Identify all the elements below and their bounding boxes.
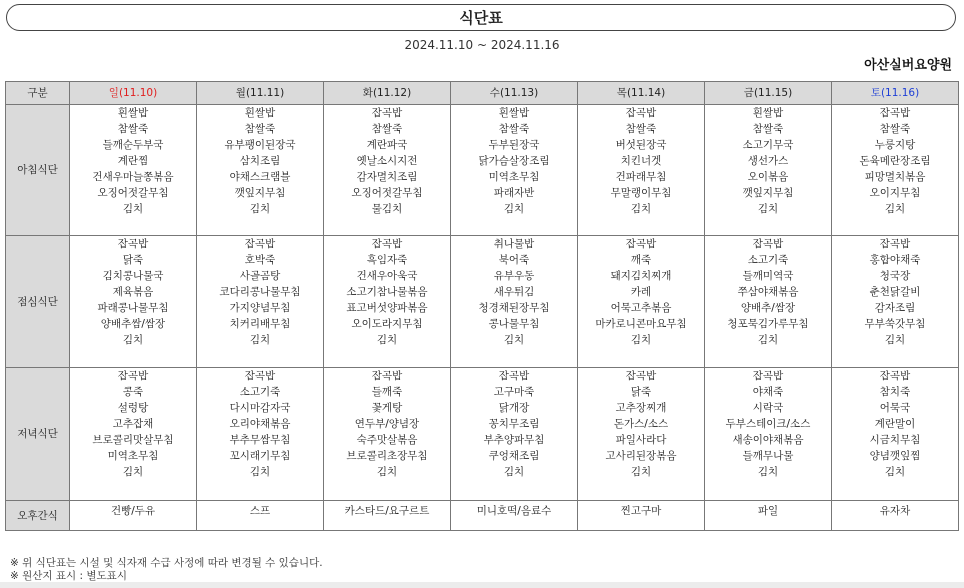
page-title: 식단표 — [459, 9, 503, 27]
menu-item: 꽁치무조림 — [488, 418, 540, 430]
menu-item: 잡곡밥 — [625, 238, 657, 250]
menu-item: 옛날소시지전 — [356, 155, 418, 167]
menu-item: 잡곡밥 — [371, 107, 403, 119]
menu-item: 김치 — [122, 203, 144, 215]
menu-item: 고추장찌개 — [615, 402, 667, 414]
meal-label: 아침식단 — [6, 105, 70, 236]
menu-item: 쿠엉채조림 — [488, 450, 540, 462]
menu-item: 호박죽 — [244, 254, 276, 266]
menu-item: 김치 — [122, 334, 144, 346]
menu-item: 김치콩나물국 — [102, 270, 164, 282]
menu-item: 물김치 — [371, 203, 403, 215]
menu-item: 김치 — [630, 334, 652, 346]
menu-item: 참쌀죽 — [879, 123, 911, 135]
organization-name: 아산실버요양원 — [864, 58, 952, 73]
menu-item: 감자멸치조림 — [356, 171, 418, 183]
menu-item: 참쌀죽 — [371, 123, 403, 135]
menu-item: 시금치무침 — [869, 434, 921, 446]
meal-cell-saturday — [832, 236, 959, 368]
meal-cell-monday — [197, 236, 324, 368]
meal-cell-thursday — [578, 105, 705, 236]
menu-item: 김치 — [376, 334, 398, 346]
snack-row — [6, 501, 959, 531]
menu-item: 무말랭이무침 — [610, 187, 672, 199]
menu-item: 흑임자죽 — [366, 254, 408, 266]
menu-item: 들깨미역국 — [742, 270, 794, 282]
meal-cell-tuesday — [324, 368, 451, 501]
menu-item: 콩죽 — [122, 386, 144, 398]
menu-item: 잡곡밥 — [117, 238, 149, 250]
horizontal-scrollbar[interactable] — [0, 582, 964, 588]
menu-item: 부추무쌈무침 — [229, 434, 291, 446]
menu-item: 청국장 — [879, 270, 911, 282]
meal-cell-sunday — [70, 236, 197, 368]
menu-item: 잡곡밥 — [752, 370, 784, 382]
menu-item: 피망멸치볶음 — [864, 171, 926, 183]
menu-item: 김치 — [630, 466, 652, 478]
menu-item: 누룽지탕 — [874, 139, 916, 151]
menu-item: 두부스테이크/소스 — [725, 418, 811, 430]
menu-item: 참쌀죽 — [752, 123, 784, 135]
menu-item: 김치 — [630, 203, 652, 215]
menu-item: 파래콩나물무침 — [97, 302, 169, 314]
menu-item: 김치 — [503, 203, 525, 215]
menu-item: 오이지무침 — [869, 187, 921, 199]
menu-item: 취나물밥 — [493, 238, 535, 250]
menu-item: 닭죽 — [630, 386, 652, 398]
menu-item: 유부우동 — [493, 270, 535, 282]
meal-cell-thursday — [578, 236, 705, 368]
menu-item: 김치 — [503, 334, 525, 346]
menu-item: 파일 — [757, 505, 779, 517]
menu-item: 김치 — [122, 466, 144, 478]
menu-item: 파래자반 — [493, 187, 535, 199]
menu-item: 시락국 — [752, 402, 784, 414]
day-header-saturday: 토(11.16) — [832, 82, 959, 105]
meal-cell-monday — [197, 368, 324, 501]
menu-item: 건새우마늘쫑볶음 — [92, 171, 174, 183]
menu-item: 참쌀죽 — [117, 123, 149, 135]
meal-cell-tuesday — [324, 105, 451, 236]
meal-cell-tuesday — [324, 236, 451, 368]
menu-item: 건빵/두유 — [110, 505, 156, 517]
header-row — [6, 82, 959, 105]
footnote: ※ 원산지 표시 : 별도표시 — [10, 570, 127, 582]
menu-item: 오징어젓갈무침 — [97, 187, 169, 199]
menu-item: 김치 — [376, 466, 398, 478]
menu-item: 오이볶음 — [747, 171, 789, 183]
menu-item: 돈육메란장조림 — [859, 155, 931, 167]
menu-item: 김치 — [249, 203, 271, 215]
menu-item: 카스타드/요구르트 — [344, 505, 430, 517]
menu-item: 치킨너겟 — [620, 155, 662, 167]
menu-item: 치커리배무침 — [229, 318, 291, 330]
menu-item: 양념깻잎찜 — [869, 450, 921, 462]
day-header-tuesday: 화(11.12) — [324, 82, 451, 105]
day-header-sunday: 일(11.10) — [70, 82, 197, 105]
menu-item: 카레 — [630, 286, 652, 298]
meal-label: 점심식단 — [6, 236, 70, 368]
menu-item: 찐고구마 — [620, 505, 662, 517]
menu-item: 부추양파무침 — [483, 434, 545, 446]
menu-item: 야채스크램블 — [229, 171, 291, 183]
meal-label: 저녁식단 — [6, 368, 70, 501]
meal-cell-saturday — [832, 368, 959, 501]
menu-item: 브로콜리초장무침 — [346, 450, 428, 462]
menu-item: 새송이야채볶음 — [732, 434, 804, 446]
page-title-box — [6, 4, 956, 31]
menu-item: 어묵고추볶음 — [610, 302, 672, 314]
menu-item: 돈가스/소스 — [613, 418, 669, 430]
menu-item: 버섯된장국 — [615, 139, 667, 151]
menu-item: 소고기무국 — [742, 139, 794, 151]
menu-item: 김치 — [249, 466, 271, 478]
menu-item: 흰쌀밥 — [752, 107, 784, 119]
menu-item: 깻잎지무침 — [234, 187, 286, 199]
menu-item: 홍합야채죽 — [869, 254, 921, 266]
menu-item: 계란말이 — [874, 418, 916, 430]
menu-item: 가지양념무침 — [229, 302, 291, 314]
menu-item: 깻잎지무침 — [742, 187, 794, 199]
menu-item: 건파래무침 — [615, 171, 667, 183]
menu-item: 유부팽이된장국 — [224, 139, 296, 151]
menu-item: 콩나물무침 — [488, 318, 540, 330]
menu-item: 잡곡밥 — [879, 107, 911, 119]
menu-item: 잡곡밥 — [879, 370, 911, 382]
menu-item: 깨죽 — [630, 254, 652, 266]
day-header-friday: 금(11.15) — [705, 82, 832, 105]
menu-item: 미역초무침 — [107, 450, 159, 462]
menu-item: 춘천닭갈비 — [869, 286, 921, 298]
menu-item: 계란찜 — [117, 155, 149, 167]
meal-cell-sunday — [70, 105, 197, 236]
menu-item: 두부된장국 — [488, 139, 540, 151]
menu-item: 코다리콩나물무침 — [219, 286, 301, 298]
menu-item: 계란파국 — [366, 139, 408, 151]
menu-item: 김치 — [249, 334, 271, 346]
menu-item: 사골곰탕 — [239, 270, 281, 282]
meal-cell-friday — [705, 501, 832, 531]
menu-item: 김치 — [884, 203, 906, 215]
menu-item: 숙주맛살볶음 — [356, 434, 418, 446]
menu-item: 들깨무나물 — [742, 450, 794, 462]
menu-item: 꼬시래기무침 — [229, 450, 291, 462]
meal-cell-friday — [705, 105, 832, 236]
menu-item: 잡곡밥 — [879, 238, 911, 250]
meal-table — [5, 81, 959, 531]
menu-item: 흰쌀밥 — [117, 107, 149, 119]
dinner-row — [6, 368, 959, 501]
menu-item: 고추잡채 — [112, 418, 154, 430]
menu-item: 김치 — [503, 466, 525, 478]
meal-cell-sunday — [70, 501, 197, 531]
menu-item: 오징어젓갈무침 — [351, 187, 423, 199]
meal-cell-tuesday — [324, 501, 451, 531]
menu-item: 연두부/양념장 — [354, 418, 420, 430]
menu-item: 김치 — [757, 203, 779, 215]
lunch-row — [6, 236, 959, 368]
date-range: 2024.11.10 ~ 2024.11.16 — [404, 38, 560, 52]
menu-item: 잡곡밥 — [244, 370, 276, 382]
menu-item: 닭가슴살장조림 — [478, 155, 550, 167]
menu-item: 들깨순두부국 — [102, 139, 164, 151]
menu-item: 청경채된장무침 — [478, 302, 550, 314]
menu-item: 고구마죽 — [493, 386, 535, 398]
breakfast-row — [6, 105, 959, 236]
menu-item: 삼치조림 — [239, 155, 281, 167]
meal-cell-saturday — [832, 501, 959, 531]
day-header-wednesday: 수(11.13) — [451, 82, 578, 105]
menu-item: 잡곡밥 — [625, 370, 657, 382]
meal-cell-monday — [197, 105, 324, 236]
menu-item: 닭개장 — [498, 402, 530, 414]
day-header-monday: 월(11.11) — [197, 82, 324, 105]
meal-cell-sunday — [70, 368, 197, 501]
menu-item: 새우튀김 — [493, 286, 535, 298]
menu-item: 다시마감자국 — [229, 402, 291, 414]
menu-item: 닭죽 — [122, 254, 144, 266]
menu-item: 잡곡밥 — [117, 370, 149, 382]
menu-item: 소고기참나물볶음 — [346, 286, 428, 298]
menu-item: 감자조림 — [874, 302, 916, 314]
menu-item: 흰쌀밥 — [244, 107, 276, 119]
menu-item: 참쌀죽 — [625, 123, 657, 135]
menu-item: 꽃게탕 — [371, 402, 403, 414]
menu-item: 오이도라지무침 — [351, 318, 423, 330]
menu-item: 참쌀죽 — [498, 123, 530, 135]
menu-item: 어묵국 — [879, 402, 911, 414]
menu-item: 잡곡밥 — [625, 107, 657, 119]
menu-item: 건새우아욱국 — [356, 270, 418, 282]
menu-item: 무부쑥갓무침 — [864, 318, 926, 330]
menu-item: 유자차 — [879, 505, 911, 517]
menu-item: 오리야채볶음 — [229, 418, 291, 430]
meal-cell-monday — [197, 501, 324, 531]
menu-item: 파일사라다 — [615, 434, 667, 446]
menu-item: 브로콜리맛살무침 — [92, 434, 174, 446]
menu-item: 잡곡밥 — [371, 238, 403, 250]
meal-cell-wednesday — [451, 236, 578, 368]
menu-item: 김치 — [757, 466, 779, 478]
menu-item: 마카로니콘마요무침 — [595, 318, 687, 330]
meal-cell-saturday — [832, 105, 959, 236]
menu-item: 김치 — [884, 466, 906, 478]
menu-item: 쭈삼야채볶음 — [737, 286, 799, 298]
menu-item: 양배추쌈/쌈장 — [100, 318, 166, 330]
meal-cell-thursday — [578, 368, 705, 501]
menu-item: 설렁탕 — [117, 402, 149, 414]
menu-item: 미니호떡/음료수 — [476, 505, 552, 517]
menu-item: 잡곡밥 — [371, 370, 403, 382]
meal-cell-thursday — [578, 501, 705, 531]
day-header-thursday: 목(11.14) — [578, 82, 705, 105]
menu-item: 돼지김치찌개 — [610, 270, 672, 282]
meal-cell-wednesday — [451, 368, 578, 501]
menu-item: 소고기죽 — [239, 386, 281, 398]
meal-label: 오후간식 — [6, 501, 70, 531]
menu-item: 생선가스 — [747, 155, 789, 167]
menu-item: 표고버섯양파볶음 — [346, 302, 428, 314]
menu-item: 흰쌀밥 — [498, 107, 530, 119]
meal-cell-friday — [705, 236, 832, 368]
menu-item: 김치 — [757, 334, 779, 346]
footnote: ※ 위 식단표는 시설 및 식자재 수급 사정에 따라 변경될 수 있습니다. — [10, 557, 323, 569]
meal-cell-wednesday — [451, 105, 578, 236]
menu-item: 야채죽 — [752, 386, 784, 398]
meal-cell-wednesday — [451, 501, 578, 531]
menu-item: 청포묵김가루무침 — [727, 318, 809, 330]
menu-item: 들깨죽 — [371, 386, 403, 398]
menu-item: 북어죽 — [498, 254, 530, 266]
menu-item: 김치 — [884, 334, 906, 346]
menu-item: 참치죽 — [879, 386, 911, 398]
menu-item: 잡곡밥 — [752, 238, 784, 250]
menu-item: 고사리된장볶음 — [605, 450, 677, 462]
footnotes — [10, 557, 323, 583]
menu-item: 잡곡밥 — [498, 370, 530, 382]
category-header: 구분 — [6, 82, 70, 105]
menu-item: 제육볶음 — [112, 286, 154, 298]
menu-item: 양배추/쌈장 — [740, 302, 796, 314]
menu-item: 잡곡밥 — [244, 238, 276, 250]
menu-item: 소고기죽 — [747, 254, 789, 266]
meal-cell-friday — [705, 368, 832, 501]
menu-item: 참쌀죽 — [244, 123, 276, 135]
menu-item: 스프 — [249, 505, 271, 517]
menu-item: 미역초무침 — [488, 171, 540, 183]
